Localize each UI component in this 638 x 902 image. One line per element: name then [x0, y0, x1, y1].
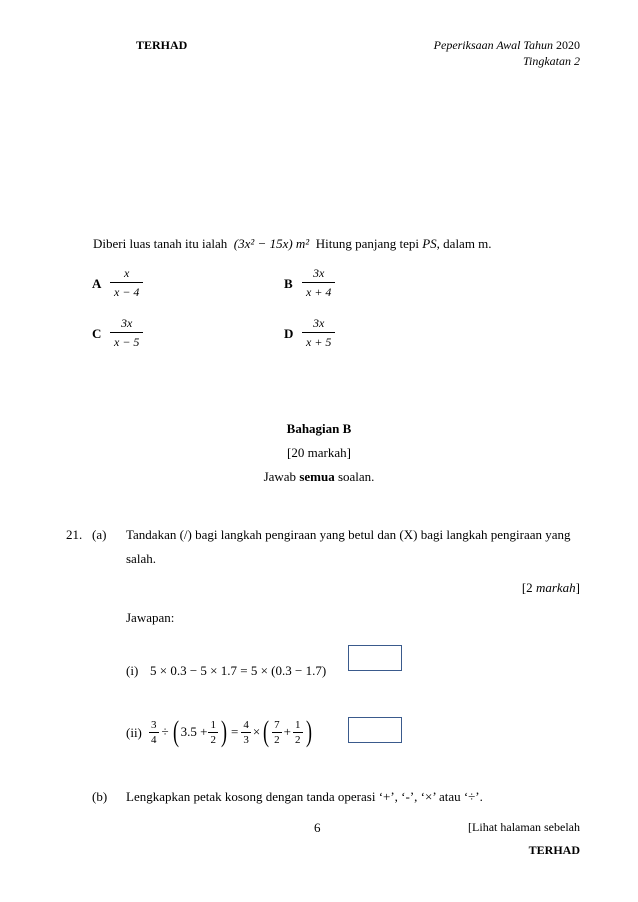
header-exam-title — [434, 38, 580, 53]
fraction-four-thirds — [241, 719, 251, 746]
header-form-level: Tingkatan 2 — [522, 54, 580, 68]
q21-marks-word: markah — [535, 580, 576, 595]
option-d-fraction — [302, 316, 335, 349]
option-a-fraction — [110, 266, 143, 299]
right-paren: ) — [220, 715, 227, 748]
fraction-denominator: 4 — [151, 733, 157, 746]
fraction-numerator: 7 — [274, 718, 280, 731]
q21-part-a-label: (a) — [92, 527, 107, 542]
q20-stem — [93, 236, 492, 252]
q21-part-b-text: Lengkapkan petak kosong dengan tanda operasi ‘+’, ‘-’, ‘×’ atau ‘÷’. — [126, 789, 483, 804]
q20-stem-mid: Hitung panjang tepi — [315, 236, 419, 251]
times-sign: × — [252, 724, 261, 739]
q20-side-ps: PS — [422, 236, 437, 251]
fraction-one-half — [208, 719, 218, 746]
fraction-numerator: 4 — [243, 718, 249, 731]
q21-number: 21. — [66, 527, 83, 542]
option-c-fraction — [110, 316, 143, 349]
fraction-one-half — [293, 719, 303, 746]
fraction-numerator: 1 — [210, 718, 216, 731]
option-d-letter: D — [284, 326, 294, 341]
footer-next-page-note: [Lihat halaman sebelah — [468, 820, 580, 834]
option-a-letter: A — [92, 276, 102, 291]
left-paren: ( — [172, 715, 179, 748]
option-b-letter: B — [284, 276, 293, 291]
q21-part-a-line1: Tandakan (/) bagi langkah pengiraan yang betul dan (X) bagi langkah pengiraan yang — [126, 527, 571, 542]
option-c-denominator: x − 5 — [110, 332, 143, 349]
q21-marks-close: ] — [575, 580, 580, 595]
answer-box-i[interactable] — [348, 645, 402, 671]
option-d-denominator: x + 5 — [302, 332, 335, 349]
q21-marks — [522, 580, 580, 596]
section-instruction-prefix: Jawab — [263, 469, 297, 484]
q21-part-b-label: (b) — [92, 789, 108, 804]
q20-stem-suffix: , dalam m. — [436, 236, 492, 251]
page-number: 6 — [314, 820, 321, 835]
divide-sign: ÷ — [161, 724, 169, 739]
answer-label: Jawapan: — [126, 610, 175, 625]
q21-part-a-line2: salah. — [126, 551, 156, 566]
left-paren: ( — [263, 715, 270, 748]
section-instruction-suffix: soalan. — [337, 469, 375, 484]
fraction-numerator: 1 — [295, 718, 301, 731]
option-a-denominator: x − 4 — [110, 282, 143, 299]
q21-marks-open: [2 — [521, 580, 533, 595]
header-exam-name: Peperiksaan Awal Tahun — [433, 38, 553, 52]
section-title: Bahagian B — [286, 421, 352, 436]
section-instruction-emphasis: semua — [299, 469, 335, 484]
fraction-denominator: 3 — [243, 733, 249, 746]
fraction-numerator: 3 — [151, 718, 157, 731]
option-a-numerator: x — [124, 266, 130, 280]
option-b-denominator: x + 4 — [302, 282, 335, 299]
option-b-fraction — [302, 266, 335, 299]
q21-i-expression: 5 × 0.3 − 5 × 1.7 = 5 × (0.3 − 1.7) — [150, 663, 327, 678]
q20-stem-prefix: Diberi luas tanah itu ialah — [93, 236, 228, 251]
q21-i-label: (i) — [126, 663, 139, 678]
option-d-numerator: 3x — [313, 316, 325, 330]
equals-sign: = — [230, 724, 239, 739]
option-c-letter: C — [92, 326, 102, 341]
header-restricted-label: TERHAD — [136, 38, 188, 52]
fraction-denominator: 2 — [274, 733, 280, 746]
fraction-denominator: 2 — [295, 733, 301, 746]
header-exam-year: 2020 — [556, 38, 580, 52]
right-paren: ) — [305, 715, 312, 748]
inner-term: 3.5 + — [180, 724, 208, 739]
footer-restricted-label: TERHAD — [528, 843, 580, 857]
section-instruction — [0, 469, 638, 485]
fraction-three-quarters — [149, 719, 159, 746]
fraction-denominator: 2 — [210, 733, 216, 746]
option-c-numerator: 3x — [121, 316, 133, 330]
option-b-numerator: 3x — [313, 266, 325, 280]
section-marks: [20 markah] — [287, 445, 351, 460]
q21-ii-label: (ii) — [126, 725, 142, 740]
plus-sign: + — [283, 724, 292, 739]
fraction-seven-halves — [272, 719, 282, 746]
q20-area-expression: (3x² − 15x) m² — [233, 236, 310, 251]
q21-ii-expression — [148, 711, 314, 753]
answer-box-ii[interactable] — [348, 717, 402, 743]
